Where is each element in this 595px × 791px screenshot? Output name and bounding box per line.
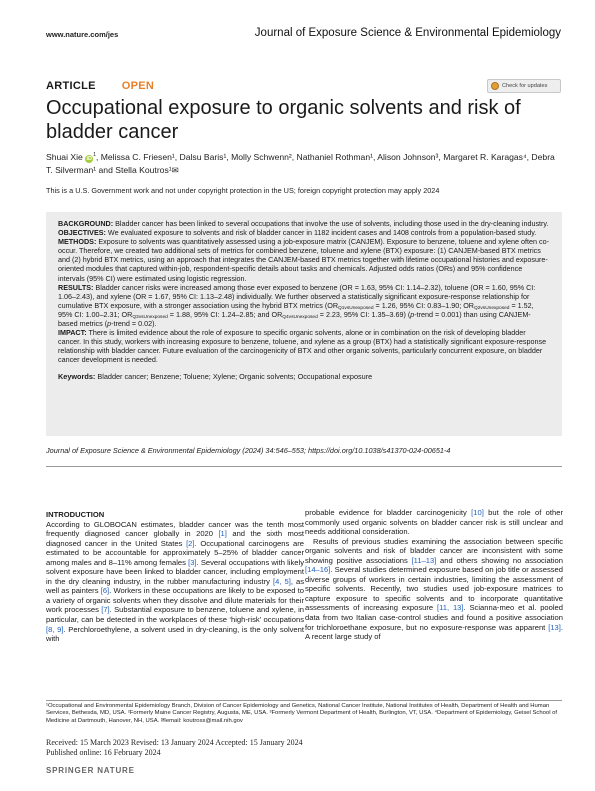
intro-heading: INTRODUCTION bbox=[46, 510, 105, 519]
dates-published: Published online: 16 February 2024 bbox=[46, 748, 161, 757]
journal-url[interactable]: www.nature.com/jes bbox=[46, 30, 119, 39]
crossmark-icon bbox=[491, 82, 499, 90]
orcid-icon[interactable]: iD bbox=[86, 156, 92, 162]
article-type-label: ARTICLE bbox=[46, 80, 96, 92]
author-rest: , Melissa C. Friesen¹, Dalsu Baris¹, Molly Schwenn², Nathaniel Rothman¹, Alison Johnson³, Margaret R. Karagas⁴, Debra T. Silverman¹ and Stella Koutros¹✉ bbox=[46, 152, 555, 175]
ref-link[interactable]: [13] bbox=[548, 622, 561, 632]
government-notice: This is a U.S. Government work and not under copyright protection in the US; foreign copyright protection may apply 2024 bbox=[46, 186, 440, 195]
footnote-divider bbox=[46, 700, 562, 701]
ref-link[interactable]: [4, 5] bbox=[273, 576, 291, 586]
affiliations-footnote: ¹Occupational and Environmental Epidemiology Branch, Division of Cancer Epidemiology and Genetics, National Cancer Institute, National Institutes of Health, Department of Health and Human Services, Bethesda, MD, USA. ²Formerly Maine Cancer Registry, Augusta, ME, USA. ³Formerly Vermont Department of Health, Burlington, VT, USA. ⁴Department of Epidemiology, Geisel School of Medicine at Dartmouth, Hanover, NH, USA. ✉email: koutross@mail.nih.gov bbox=[46, 703, 558, 724]
article-type-row bbox=[46, 80, 154, 92]
check-for-updates-button[interactable] bbox=[487, 79, 561, 93]
check-for-updates-label: Check for updates bbox=[502, 83, 548, 89]
ref-link[interactable]: [11–13] bbox=[411, 555, 437, 565]
ref-link[interactable]: [6] bbox=[100, 586, 110, 596]
ref-link[interactable]: [14–16] bbox=[305, 565, 331, 575]
abstract-impact: IMPACT: There is limited evidence about the role of exposure to specific organic solvents, alone or in combination on the risk of developing bladder cancer. In this study, workers with increasing exposure to benzene, toluene, and xylene as a group (BTX) had a statistically significant exposure-response relationship with bladder cancer. Future evaluation of the carcinogenicity of BTX and other organic solvents, particularly concurrent exposure, on bladder cancer development is needed. bbox=[58, 328, 547, 365]
author-first-affiliation: 1 bbox=[93, 152, 96, 159]
ref-link[interactable]: [10] bbox=[471, 508, 484, 517]
journal-name: Journal of Exposure Science & Environmental Epidemiology bbox=[254, 27, 561, 39]
author-first[interactable]: Shuai Xie bbox=[46, 152, 83, 162]
intro-column-left: INTRODUCTION According to GLOBOCAN estimates, bladder cancer was the tenth most frequently diagnosed cancer globally in 2020 [1] and the sixth most diagnosed cancer in the United States [2]. Occupational carcinogens are estimated to be accountable for approximately 5–25% of bladder cancer among males and 8–11% among females [3]. Several occupations with likely solvent exposure have been linked to bladder cancer, including employment in the dry cleaning industry, in the rubber manufacturing industry [4, 5], as well as painters [6]. Workers in these occupations are likely to be exposed to a variety of organic solvents when they dissolve and dilute materials for their work processes [7]. Substantial exposure to benzene, toluene and xylene, in particular, can be detected in the workplaces of these ‘high-risk’ occupations [8, 9]. Perchloroethylene, a solvent used in dry-cleaning, is the only solvent with bbox=[46, 510, 305, 644]
abstract-box bbox=[46, 212, 562, 436]
abstract-methods: METHODS: Exposure to solvents was quantitatively assessed using a job-exposure matrix (CANJEM). Exposure to benzene, toluene and xylene often co-occur. Therefore, we created two additional sets of metrics for combined benzene, toluene and xylene (BTX) exposure: (1) CANJEM-based BTX metrics and (2) hybrid BTX metrics, using an approach that integrates the CANJEM-based BTX metrics together with lifetime occupational histories and exposure-oriented modules that captured within-job, respondent-specific details about tasks and chemicals. Adjusted odds ratios (ORs) and 95% confidence intervals (95% CI) were estimated using logistic regression. bbox=[58, 237, 549, 283]
open-access-label: OPEN bbox=[121, 80, 155, 92]
ref-link[interactable]: [8, 9] bbox=[46, 624, 64, 634]
ref-link[interactable]: [2] bbox=[186, 538, 195, 548]
abstract-background: BACKGROUND: Bladder cancer has been linked to several occupations that involve the use of solvents, including those used in the dry-cleaning industry. bbox=[58, 219, 549, 228]
article-title: Occupational exposure to organic solvents and risk of bladder cancer bbox=[46, 97, 521, 143]
abstract-results: RESULTS: Bladder cancer risks were increased among those ever exposed to benzene (OR = 1.63, 95% CI: 1.14–2.32), toluene (OR = 1.60, 95% CI: 1.06–2.43), and xylene (OR = 1.67, 95% CI: 1.13–2.48) individually. We further observed a statistically significant exposure-response relationship for cumulative BTX exposure, with a stronger association using the hybrid BTX metrics ($OR_{Q1vsUnexposed} = 1.26$, 95% CI: 0.83–1.90; $OR_{Q2vsUnexposed} = 1.52$, 95% CI: 1.00–2.31; $OR_{Q3vsUnexposed} = 1.88$, 95% CI: 1.24–2.85; and $OR_{Q4vsUnexposed} = 2.23$, 95% CI: 1.35–3.69) (p-trend = 0.001) than using CANJEM-based metrics (p-trend = 0.02). bbox=[58, 282, 536, 329]
abstract-objectives: OBJECTIVES: We evaluated exposure to solvents and risk of bladder cancer in 1182 incident cases and 1408 controls from a population-based study. bbox=[58, 228, 537, 238]
dates-received: Received: 15 March 2023 Revised: 13 January 2024 Accepted: 15 January 2024 bbox=[46, 738, 303, 747]
author-list bbox=[46, 151, 556, 176]
ref-link[interactable]: [3] bbox=[188, 557, 197, 567]
citation-line[interactable]: Journal of Exposure Science & Environmental Epidemiology (2024) 34:546–553; https://doi.org/10.1038/s41370-024-00651-4 bbox=[46, 446, 451, 455]
keywords: Keywords: Bladder cancer; Benzene; Toluene; Xylene; Organic solvents; Occupational exposure bbox=[58, 371, 373, 381]
ref-link[interactable]: [11, 13] bbox=[436, 603, 464, 613]
ref-link[interactable]: [1] bbox=[218, 529, 227, 539]
publisher-logo: SPRINGER NATURE bbox=[46, 766, 135, 775]
ref-link[interactable]: [7] bbox=[101, 605, 110, 615]
divider bbox=[46, 466, 562, 467]
intro-column-right: probable evidence for bladder carcinogenicity [10] but the role of other commonly used organic solvents on bladder cancer risk is still unclear and needs additional consideration. Results of previous studies examining the association between specific organic solvents and risk of bladder cancer are inconsistent with some showing positive associations [11–13] and others showing no association [14–16]. Several studies determined exposure based on job title or assessed diverse groups of workers in certain industries, limiting the assessment of specific solvents. Recently, two studies used job-exposure matrices to capture exposure to specific solvents and to incorporate quantitative assessments of increasing exposure [11, 13]. Scianna-meo et al. pooled data from two Italian case-control studies and found a positive association for trichloroethane exposure, but no exposure-response was apparent [13]. A recent large study of bbox=[305, 508, 564, 642]
publication-dates bbox=[46, 738, 446, 758]
